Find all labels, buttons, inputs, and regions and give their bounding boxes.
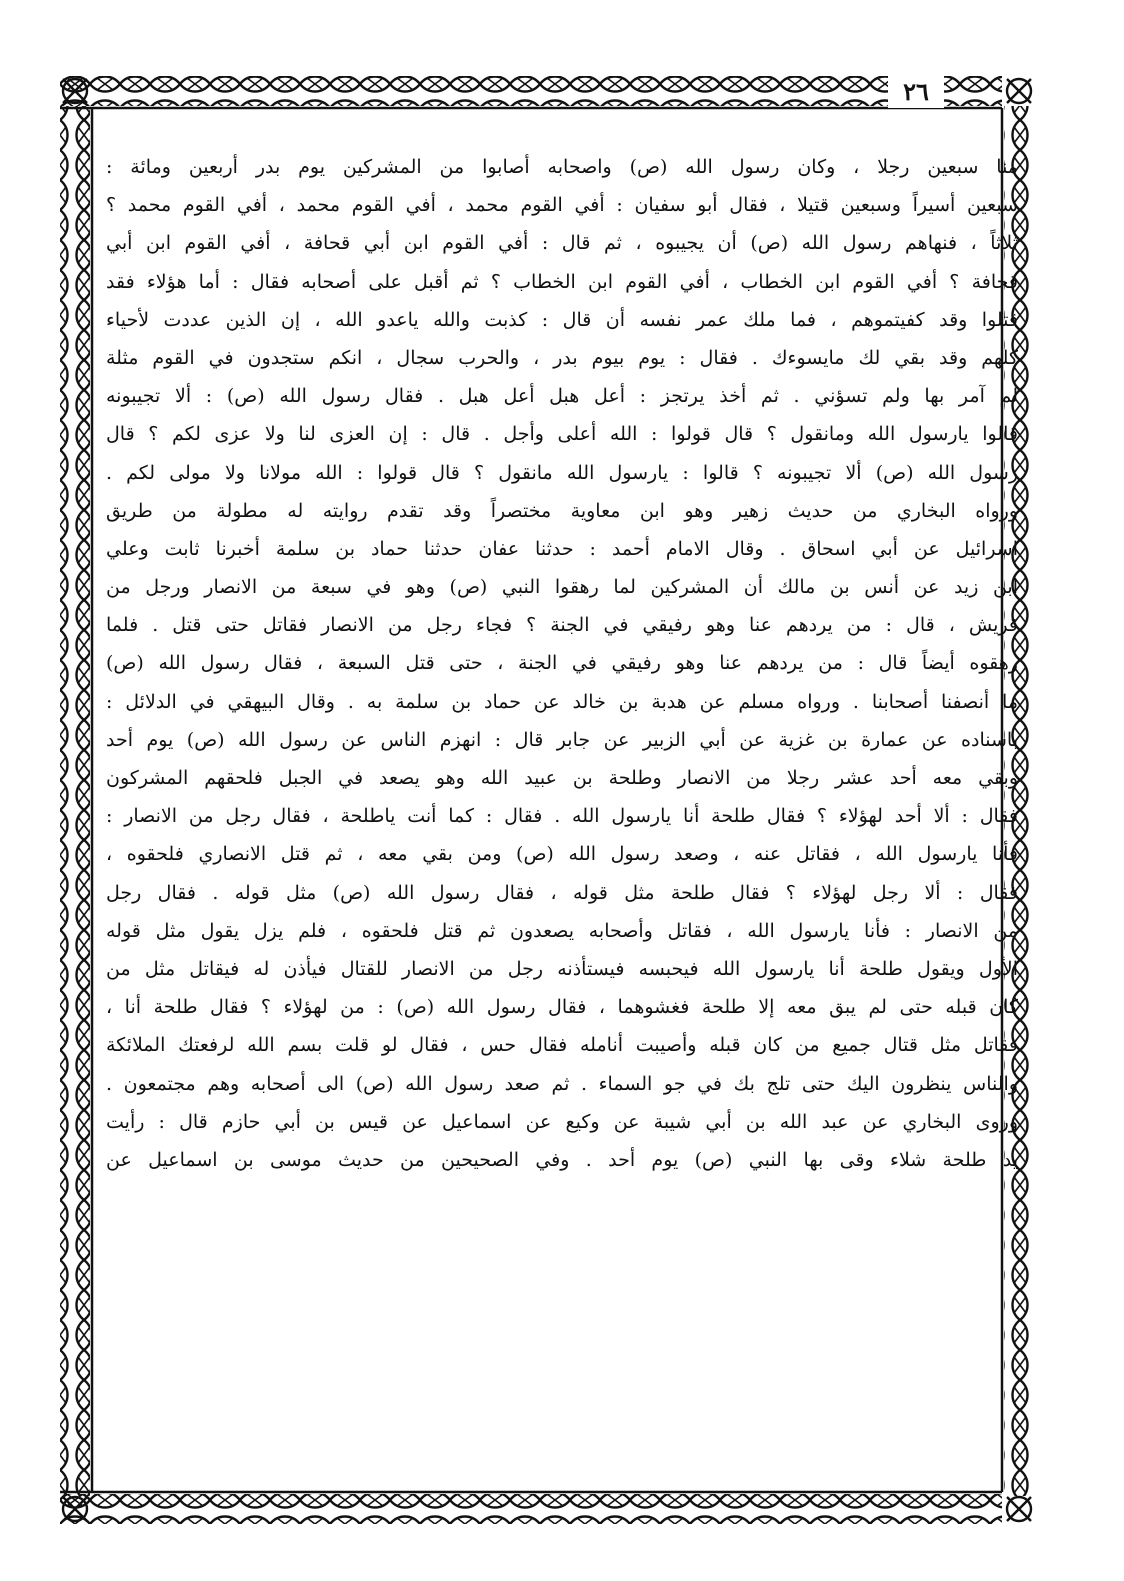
- text-line: فقال : ألا أحد لهؤلاء ؟ فقال طلحة أنا يارسول الله . فقال : كما أنت ياطلحة ، فقال رجل من الانصار :: [106, 805, 1018, 828]
- text-line: كان قبله حتى لم يبق معه إلا طلحة فغشوهما ، فقال رسول الله (ص) : من لهؤلاء ؟ فقال طلحة أنا ،: [106, 996, 1018, 1019]
- text-line: لم آمر بها ولم تسؤني . ثم أخذ يرتجز : أعل هبل أعل هبل . فقال رسول الله (ص) : ألا تجيبونه: [106, 385, 1018, 408]
- text-line: قالوا يارسول الله ومانقول ؟ قال قولوا : الله أعلى وأجل . قال : إن العزى لنا ولا عزى لكم ؟ قال: [106, 423, 1018, 446]
- text-line: ما أنصفنا أصحابنا . ورواه مسلم عن هدبة بن خالد عن حماد بن سلمة به . وقال البيهقي في الدلائل :: [106, 690, 1018, 713]
- text-line: قحافة ؟ أفي القوم ابن الخطاب ، أفي القوم ابن الخطاب ؟ ثم أقبل على أصحابه فقال : أما هؤلاء فقد: [106, 270, 1018, 293]
- text-line: من الانصار : فأنا يارسول الله ، فقاتل وأصحابه يصعدون ثم قتل فلحقوه ، فلم يزل يقول مثل قوله: [106, 919, 1018, 942]
- text-line: ورواه البخاري من حديث زهير وهو ابن معاوية مختصراً وقد تقدم روايته له مطولة من طريق: [106, 499, 1018, 522]
- page-text: [106, 148, 1018, 1478]
- text-line: والناس ينظرون اليك حتى تلج بك في جو السماء . ثم صعد رسول الله (ص) الى أصحابه وهم مجتمعون .: [106, 1072, 1018, 1095]
- text-line: رسول الله (ص) ألا تجيبونه ؟ قالوا : يارسول الله مانقول ؟ قال قولوا : الله مولانا ولا مولى لكم .: [106, 461, 1018, 484]
- text-line: يد طلحة شلاء وقى بها النبي (ص) يوم أحد . وفي الصحيحين من حديث موسى بن اسماعيل عن: [106, 1148, 1018, 1171]
- text-line: منا سبعين رجلا ، وكان رسول الله (ص) واصحابه أصابوا من المشركين يوم بدر أربعين ومائة :: [106, 156, 1018, 178]
- text-line: فقاتل مثل قتال جميع من كان قبله وأصيبت أنامله فقال حس ، فقال لو قلت بسم الله لرفعتك الملائكة: [106, 1034, 1018, 1057]
- text-line: فقال : ألا رجل لهؤلاء ؟ فقال طلحة مثل قوله ، فقال رسول الله (ص) مثل قوله . فقال رجل: [106, 881, 1018, 904]
- text-line: قريش ، قال : من يردهم عنا وهو رفيقي في الجنة ؟ فجاء رجل من الانصار فقاتل حتى قتل . فلما: [106, 614, 1018, 637]
- text-line: ابن زيد عن أنس بن مالك أن المشركين لما رهقوا النبي (ص) وهو في سبعة من الانصار ورجل من: [106, 576, 1018, 599]
- page-number: ٢٦: [888, 76, 944, 108]
- text-line: الأول ويقول طلحة أنا يارسول الله فيحبسه فيستأذنه رجل من الانصار للقتال فيأذن له فيقاتل مثل من: [106, 957, 1018, 980]
- text-line: وروى البخاري عن عبد الله بن أبي شيبة عن وكيع عن اسماعيل عن قيس بن أبي حازم قال : رأيت: [106, 1110, 1018, 1133]
- text-line: رهقوه أيضاً قال : من يردهم عنا وهو رفيقي في الجنة ، حتى قتل السبعة ، فقال رسول الله (ص): [106, 652, 1018, 675]
- text-line: فأنا يارسول الله ، فقاتل عنه ، وصعد رسول الله (ص) ومن بقي معه ، ثم قتل الانصاري فلحقوه ،: [106, 843, 1018, 866]
- text-line: كلهم وقد بقي لك مايسوءك . فقال : يوم بيوم بدر ، والحرب سجال ، انكم ستجدون في القوم مثلة: [106, 346, 1018, 369]
- text-line: قتلوا وقد كفيتموهم ، فما ملك عمر نفسه أن قال : كذبت والله ياعدو الله ، إن الذين عددت لأحياء: [106, 308, 1018, 331]
- text-line: وبقي معه أحد عشر رجلا من الانصار وطلحة بن عبيد الله وهو يصعد في الجبل فلحقهم المشركون: [106, 767, 1018, 789]
- text-line: ثلاثاً ، فنهاهم رسول الله (ص) أن يجيبوه ، ثم قال : أفي القوم ابن أبي قحافة ، أفي القوم ابن أبي: [106, 232, 1018, 255]
- text-line: سبعين أسيراً وسبعين قتيلا ، فقال أبو سفيان : أفي القوم محمد ، أفي القوم محمد ، أفي القوم محمد ؟: [106, 194, 1018, 217]
- text-line: باسناده عن عمارة بن غزية عن أبي الزبير عن جابر قال : انهزم الناس عن رسول الله (ص) يوم أحد: [106, 728, 1018, 751]
- text-line: اسرائيل عن أبي اسحاق . وقال الامام أحمد : حدثنا عفان حدثنا حماد بن سلمة أخبرنا ثابت وعلي: [106, 537, 1018, 560]
